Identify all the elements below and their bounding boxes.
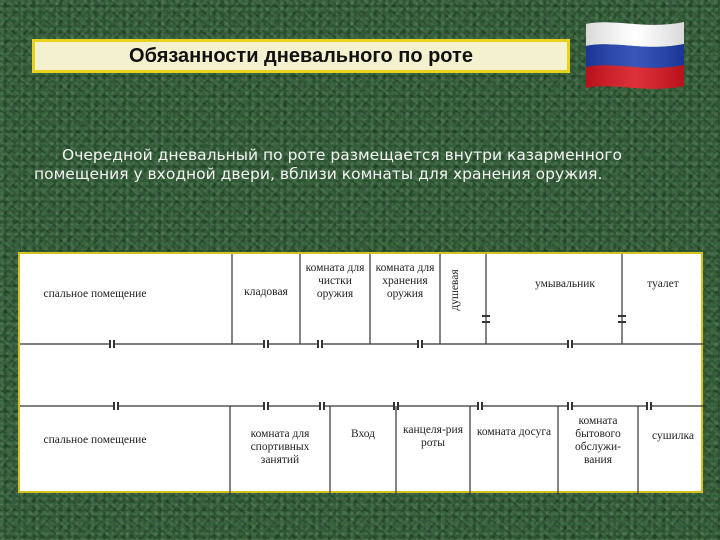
room-weapon-storage: комната для хранения оружия: [375, 262, 435, 300]
intro-paragraph: Очередной дневальный по роте размещается внутри казарменного помещения у входной двери, вблизи комнаты для хранения оружия.: [34, 146, 622, 183]
room-sleeping-top: спальное помещение: [43, 288, 147, 300]
room-toilet: туалет: [647, 278, 679, 290]
room-storage: кладовая: [244, 286, 288, 298]
floor-plan: [18, 252, 703, 493]
room-leisure: комната досуга: [476, 426, 552, 438]
room-sports: комната для спортивных занятий: [250, 428, 310, 466]
room-washroom: умывальник: [535, 278, 595, 290]
room-office: канцеля-рия роты: [403, 424, 463, 449]
room-drying: сушилка: [652, 430, 694, 442]
room-entrance: Вход: [350, 428, 376, 440]
room-weapon-cleaning: комната для чистки оружия: [305, 262, 365, 300]
room-household: комната бытового обслужи-вания: [575, 415, 621, 466]
title-banner: [32, 39, 570, 73]
room-shower: душевая: [449, 269, 461, 311]
room-sleeping-bottom: спальное помещение: [43, 434, 147, 446]
page-title: Обязанности дневального по роте: [129, 44, 473, 67]
russian-flag-icon: [584, 18, 686, 90]
